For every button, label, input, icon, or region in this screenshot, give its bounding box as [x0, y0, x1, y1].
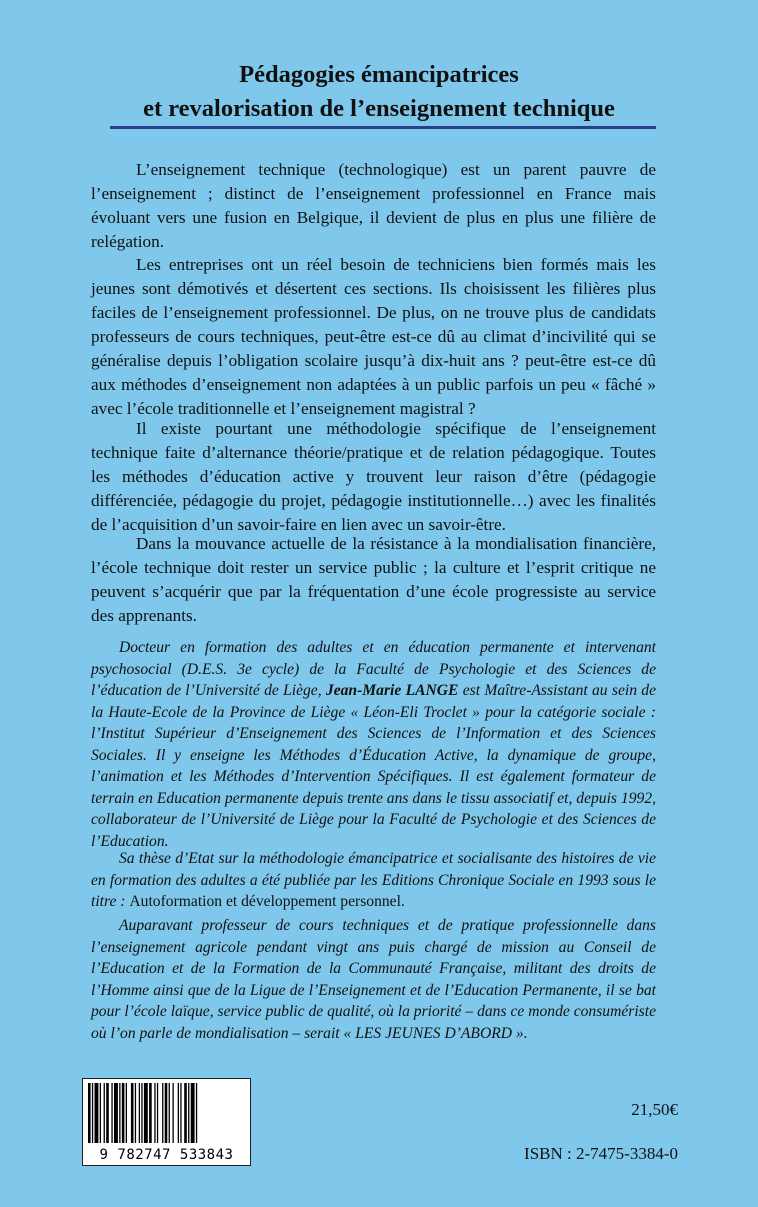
- barcode-bar: [114, 1083, 118, 1143]
- barcode-bars: [86, 1083, 245, 1143]
- barcode-bar: [169, 1083, 170, 1143]
- barcode-bar: [149, 1083, 152, 1143]
- barcode-digits: 9 782747 533843: [99, 1147, 234, 1163]
- author-bio-3: Auparavant professeur de cours techniques et de pratique professionnelle dans l’enseignement agricole pendant vingt ans puis chargé de mission au Conseil de l’Education et de la Formation de la Communauté Française, militant des droits de l’Homme ainsi que de la Ligue de l’Enseignement et de l’Education Permanente, il se bat pour l’école laïque, service public de qualité, où la priorité – dans ce monde consumériste où l’on parle de mondialisation – serait « LES JEUNES D’ABORD ».: [91, 917, 656, 1042]
- paragraph-4: Dans la mouvance actuelle de la résistance à la mondialisation financière, l’école technique doit rester un service public ; la culture et l’esprit critique ne peuvent s’acquérir que par la fréquentation d’une école progressiste au service des apprenants.: [91, 534, 656, 625]
- author-bio-2: [91, 848, 656, 913]
- barcode-bar: [92, 1083, 93, 1143]
- barcode-bar: [131, 1083, 134, 1143]
- barcode-bar: [173, 1083, 174, 1143]
- bio-1-text-start: Docteur en formation des adultes et en éducation permanente et intervenant psychosocial (D.E.S. 3e cycle) de la Faculté de Psychologie et des Sciences de l’éducation de l’Université de Liège,: [91, 639, 656, 699]
- paragraph-3: Il existe pourtant une méthodologie spécifique de l’enseignement technique faite d’alternance théorie/pratique et de relation pédagogique. Toutes les méthodes d’éducation active y trouvent leur raison d’être (pédagogie différenciée, pédagogie du projet, pédagogie institutionnelle…) avec les finalités de l’acquisition d’un savoir-faire en lien avec un savoir-être.: [91, 419, 656, 534]
- price: 21,50€: [631, 1100, 678, 1119]
- barcode-bar: [111, 1083, 112, 1143]
- barcode-bar: [88, 1083, 91, 1143]
- barcode-bar: [196, 1083, 197, 1143]
- barcode-bar: [141, 1083, 142, 1143]
- author-bio-1: [91, 637, 656, 852]
- bio-2-text: Sa thèse d’Etat sur la méthodologie émancipatrice et socialisante des histoires de vie en formation des adultes a été publiée par les Editions Chronique Sociale en 1993 sous le titre :: [91, 850, 656, 910]
- barcode-bar: [95, 1083, 99, 1143]
- barcode-bar: [165, 1083, 168, 1143]
- barcode-bar: [122, 1083, 125, 1143]
- paragraph-1: L’enseignement technique (technologique) est un parent pauvre de l’enseignement ; distinct de l’enseignement professionnel en France mais évoluant vers une fusion en Belgique, il devient de plus en plus une filière de relégation.: [91, 160, 656, 251]
- barcode-bar: [188, 1083, 189, 1143]
- barcode-bar: [157, 1083, 158, 1143]
- title-block: [0, 58, 758, 126]
- author-name: Jean-Marie LANGE: [325, 682, 459, 699]
- barcode: [82, 1078, 251, 1166]
- barcode-bar: [180, 1083, 181, 1143]
- barcode-bar: [106, 1083, 109, 1143]
- isbn: ISBN : 2-7475-3384-0: [524, 1144, 678, 1163]
- paragraph-2: Les entreprises ont un réel besoin de techniciens bien formés mais les jeunes sont démotivés et désertent ces sections. Ils choisissent les filières plus faciles de l’enseignement professionnel. De plus, on ne trouve plus de candidats professeurs de cours techniques, peut-être est-ce dû au climat d’incivilité qui se généralise depuis l’obligation scolaire jusqu’à dix-huit ans ? peut-être est-ce dû aux méthodes d’enseignement non adaptées à un public parfois un peu « fâché » avec l’école traditionnelle et l’enseignement magistral ?: [91, 255, 656, 418]
- barcode-bar: [139, 1083, 140, 1143]
- barcode-bar: [104, 1083, 105, 1143]
- bio-1-text-end: est Maître-Assistant au sein de la Haute-Ecole de la Province de Liège « Léon-Eli Troclet » pour la catégorie sociale : l’Institut Supérieur d’Enseignement des Sciences de l’Information et des Sciences Sociales. Il y enseigne les Méthodes d’Éducation Active, la dynamique de groupe, l’animation et les Méthodes d’Intervention Spécifiques. Il est également formateur de terrain en Education permanente depuis trente ans dans le tissu associatif et, depuis 1992, collaborateur de l’Université de Liège pour la Faculté de Psychologie et des Sciences de l’Education.: [91, 682, 656, 850]
- title-line-2: et revalorisation de l’enseignement technique: [143, 95, 615, 122]
- barcode-bar: [126, 1083, 127, 1143]
- book-title: Autoformation et développement personnel.: [129, 893, 405, 910]
- barcode-bar: [184, 1083, 187, 1143]
- title-line-1: Pédagogies émancipatrices: [239, 61, 519, 88]
- barcode-bar: [135, 1083, 136, 1143]
- barcode-bar: [191, 1083, 195, 1143]
- barcode-bar: [100, 1083, 101, 1143]
- barcode-bar: [162, 1083, 163, 1143]
- barcode-bar: [178, 1083, 179, 1143]
- barcode-bar: [154, 1083, 155, 1143]
- title-underline: [110, 126, 656, 129]
- barcode-bar: [119, 1083, 120, 1143]
- barcode-bar: [144, 1083, 148, 1143]
